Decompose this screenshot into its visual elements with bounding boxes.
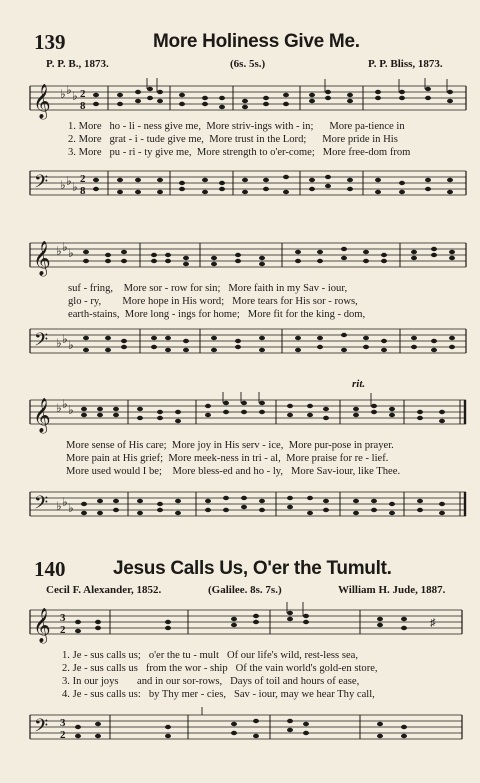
svg-text:𝄞: 𝄞	[33, 84, 51, 119]
lyric-line: 1. More ho - li - ness give me, More striv-ings with - in; More pa-tience in	[68, 121, 405, 132]
treble-staff	[0, 602, 480, 647]
svg-text:♭: ♭	[68, 403, 74, 417]
words-credit: P. P. B., 1873.	[46, 58, 109, 70]
svg-text:2: 2	[60, 729, 66, 741]
lyric-line: 4. Je - sus calls us: by Thy mer - cies, Sav - iour, may we hear Thy call,	[62, 689, 375, 700]
lyric-line: earth-stains, More long - ings for home; More fit for the king - dom,	[68, 309, 366, 320]
bass-staff	[0, 707, 480, 752]
words-credit: Cecil F. Alexander, 1852.	[46, 584, 162, 596]
svg-text:♭: ♭	[60, 87, 66, 101]
svg-text:2: 2	[80, 88, 86, 100]
svg-text:♭: ♭	[66, 174, 72, 188]
lyric-line: More sense of His care; More joy in His serv - ice, More pur-pose in prayer.	[66, 440, 394, 451]
svg-text:2: 2	[60, 624, 66, 636]
hymn-number: 140	[34, 557, 66, 581]
bass-staff	[0, 163, 480, 208]
svg-text:♭: ♭	[62, 240, 68, 254]
svg-text:♭: ♭	[56, 401, 62, 415]
treble-staff	[0, 235, 480, 280]
treble-staff	[0, 78, 480, 123]
svg-text:𝄞: 𝄞	[33, 399, 51, 432]
svg-text:♭: ♭	[68, 246, 74, 260]
svg-text:𝄢: 𝄢	[34, 715, 49, 740]
lyric-line: More used would I be; More bless-ed and ho - ly, More Sav-iour, like Thee.	[66, 466, 401, 477]
lyric-line: 2. Je - sus calls us from the wor - ship Of the vain world's gold-en store,	[62, 663, 378, 674]
meter: (6s. 5s.)	[230, 58, 266, 70]
lyric-line: 1. Je - sus calls us; o'er the tu - mult Of our life's wild, rest-less sea,	[62, 650, 358, 661]
hymn-number: 139	[34, 30, 66, 54]
svg-text:𝄢: 𝄢	[34, 329, 49, 354]
bass-staff	[0, 321, 480, 366]
svg-text:𝄢: 𝄢	[34, 492, 49, 517]
svg-text:♭: ♭	[72, 180, 78, 194]
lyric-line: 3. More pu - ri - ty give me, More strength to o'er-come; More free-dom from	[68, 147, 411, 158]
music-credit: William H. Jude, 1887.	[338, 584, 446, 596]
lyric-line: suf - fring, More sor - row for sin; More faith in my Sav - iour,	[68, 283, 348, 294]
lyric-line: More pain at His grief; More meek-ness in tri - al, More praise for re - lief.	[66, 453, 389, 464]
hymn-title: More Holiness Give Me.	[153, 31, 360, 52]
svg-text:2: 2	[80, 173, 86, 185]
svg-text:8: 8	[80, 185, 86, 197]
lyric-line: 2. More grat - i - tude give me, More trust in the Lord; More pride in His	[68, 134, 398, 145]
svg-text:♭: ♭	[66, 83, 72, 97]
svg-text:3: 3	[60, 717, 66, 729]
svg-text:𝄞: 𝄞	[33, 242, 51, 275]
svg-text:♭: ♭	[72, 89, 78, 103]
svg-text:♭: ♭	[60, 178, 66, 192]
meter: (Galilee. 8s. 7s.)	[208, 584, 282, 596]
music-credit: P. P. Bliss, 1873.	[368, 58, 443, 70]
treble-staff	[0, 392, 480, 437]
lyric-line: 3. In our joys and in our sor-rows, Days of toil and hours of ease,	[62, 676, 360, 687]
svg-text:♭: ♭	[68, 338, 74, 352]
svg-text:♭: ♭	[68, 501, 74, 515]
svg-text:𝄞: 𝄞	[33, 609, 51, 642]
rit-marking: rit.	[352, 378, 366, 390]
svg-text:8: 8	[80, 100, 86, 112]
svg-text:♭: ♭	[56, 499, 62, 513]
svg-text:♭: ♭	[62, 332, 68, 346]
svg-text:♭: ♭	[62, 495, 68, 509]
svg-text:𝄢: 𝄢	[34, 171, 49, 196]
svg-text:♯: ♯	[430, 617, 436, 629]
svg-text:3: 3	[60, 612, 66, 624]
lyric-line: glo - ry, More hope in His word; More tears for His sor - rows,	[68, 296, 358, 307]
svg-text:♭: ♭	[56, 244, 62, 258]
bass-staff	[0, 484, 480, 529]
svg-text:♭: ♭	[56, 336, 62, 350]
hymn-title: Jesus Calls Us, O'er the Tumult.	[113, 558, 392, 579]
svg-text:♭: ♭	[62, 397, 68, 411]
